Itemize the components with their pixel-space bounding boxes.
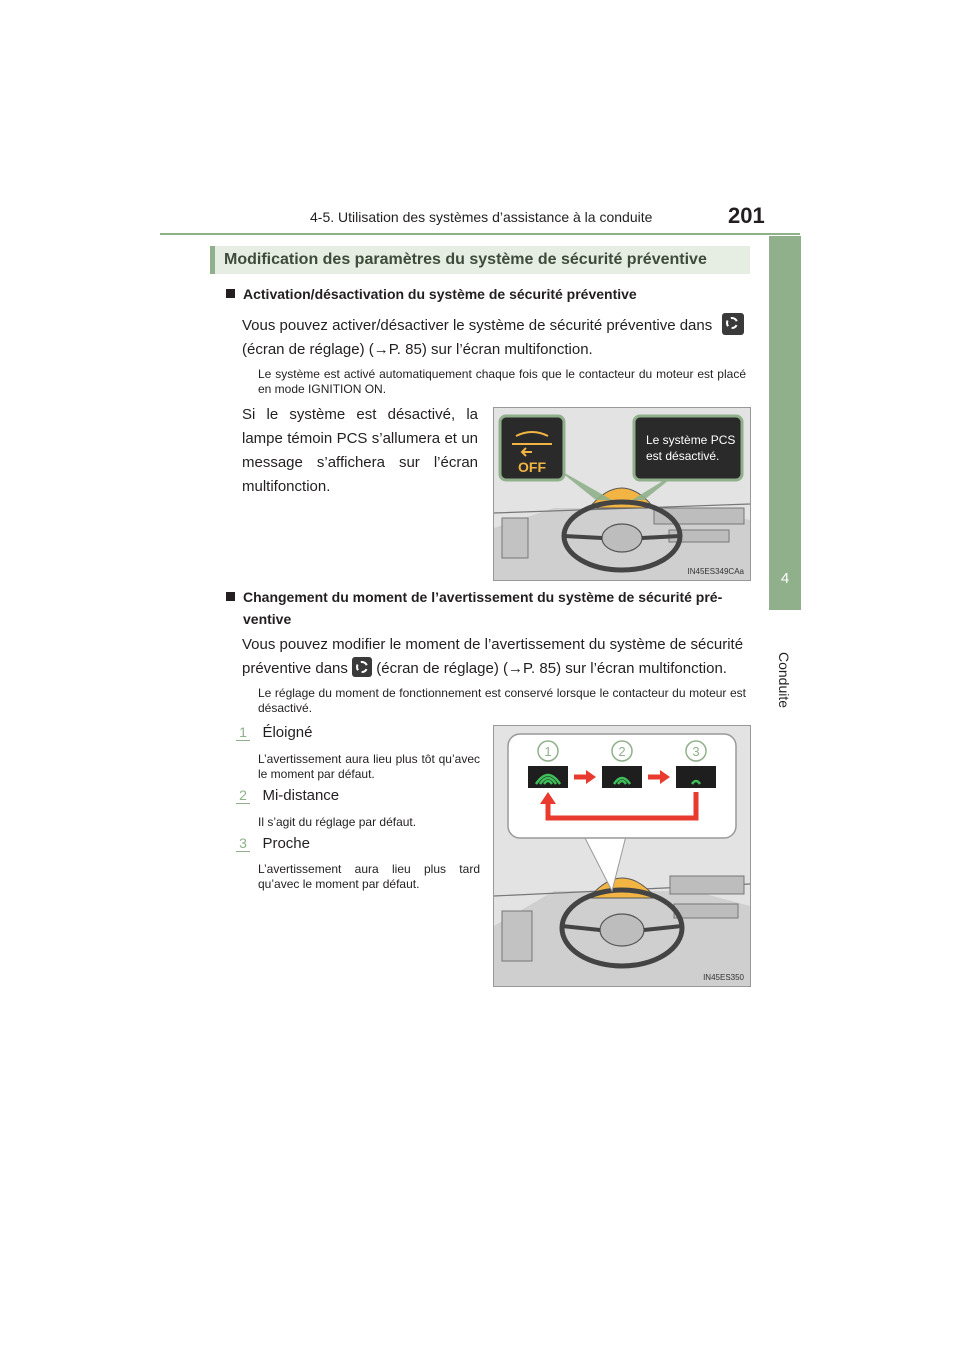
item-2-title: Mi-distance — [262, 787, 340, 804]
gear-icon — [722, 313, 744, 336]
activation-para-1-text: Vous pouvez activer/désactiver le système de sécurité préventive dans — [242, 317, 713, 334]
figure-code-2: IN45ES350 — [703, 973, 744, 982]
pcs-off-illustration — [493, 407, 751, 581]
section-heading — [210, 246, 750, 274]
figure-circle-1: 1 — [544, 744, 552, 759]
timing-note: Le réglage du moment de fonctionnement est conservé lorsque le contacteur du moteur est désactivé. — [258, 686, 746, 715]
item-1-title: Éloigné — [262, 724, 313, 741]
item-1-desc: L’avertissement aura lieu plus tôt qu’avec le moment par défaut. — [258, 752, 480, 781]
figure-code-1: IN45ES349CAa — [687, 567, 744, 576]
item-1 — [236, 724, 313, 742]
activation-para-2: (écran de réglage) (→P. 85) sur l’écran multifonction. — [242, 341, 593, 358]
activation-para-1 — [242, 314, 712, 338]
timing-para-1: Vous pouvez modifier le moment de l’avertissement du système de sécurité — [242, 636, 744, 653]
gear-icon — [352, 657, 372, 677]
page-number: 201 — [728, 203, 765, 228]
item-2 — [236, 787, 339, 805]
activation-heading — [226, 286, 637, 302]
square-bullet-icon — [226, 289, 235, 298]
figure-off-label: OFF — [518, 459, 546, 475]
figure-circle-2: 2 — [618, 744, 626, 759]
timing-para-2 — [242, 657, 727, 681]
item-3-number: 3 — [236, 835, 250, 852]
header-rule — [160, 233, 800, 235]
item-3-desc: L’avertissement aura lieu plus tard qu’avec le moment par défaut. — [258, 862, 480, 891]
activation-off-text: Si le système est désactivé, la lampe témoin PCS s’allumera et un message s’affichera sur l’écran multifonction. — [242, 406, 478, 495]
figure-bubble-line2: est désactivé. — [646, 449, 720, 463]
item-3 — [236, 835, 310, 853]
chapter-tab — [769, 236, 801, 610]
timing-heading — [226, 589, 722, 605]
timing-para-2b: (écran de réglage) (→P. 85) sur l’écran multifonction. — [376, 660, 727, 677]
activation-heading-text: Activation/désactivation du système de sécurité préventive — [243, 286, 637, 302]
timing-heading-line1: Changement du moment de l’avertissement du système de sécurité pré- — [243, 589, 723, 605]
warning-timing-illustration — [493, 725, 751, 987]
section-title: Modification des paramètres du système de sécurité préventive — [224, 251, 707, 268]
activation-note: Le système est activé automatiquement chaque fois que le contacteur du moteur est placé en mode IGNITION ON. — [258, 367, 746, 396]
header-title: 4-5. Utilisation des systèmes d’assistance à la conduite — [310, 209, 653, 225]
item-3-title: Proche — [262, 835, 310, 852]
figure-bubble-line1: Le système PCS — [646, 433, 736, 447]
chapter-label — [778, 616, 792, 726]
timing-para-2a: préventive dans — [242, 660, 348, 677]
timing-heading-line2: ventive — [243, 611, 292, 627]
square-bullet-icon — [226, 592, 235, 601]
chapter-number: 4 — [780, 570, 790, 587]
item-2-number: 2 — [236, 787, 250, 804]
item-2-desc: Il s’agit du réglage par défaut. — [258, 815, 417, 829]
chapter-label-text: Conduite — [776, 652, 792, 709]
item-1-number: 1 — [236, 724, 250, 741]
figure-circle-3: 3 — [692, 744, 700, 759]
